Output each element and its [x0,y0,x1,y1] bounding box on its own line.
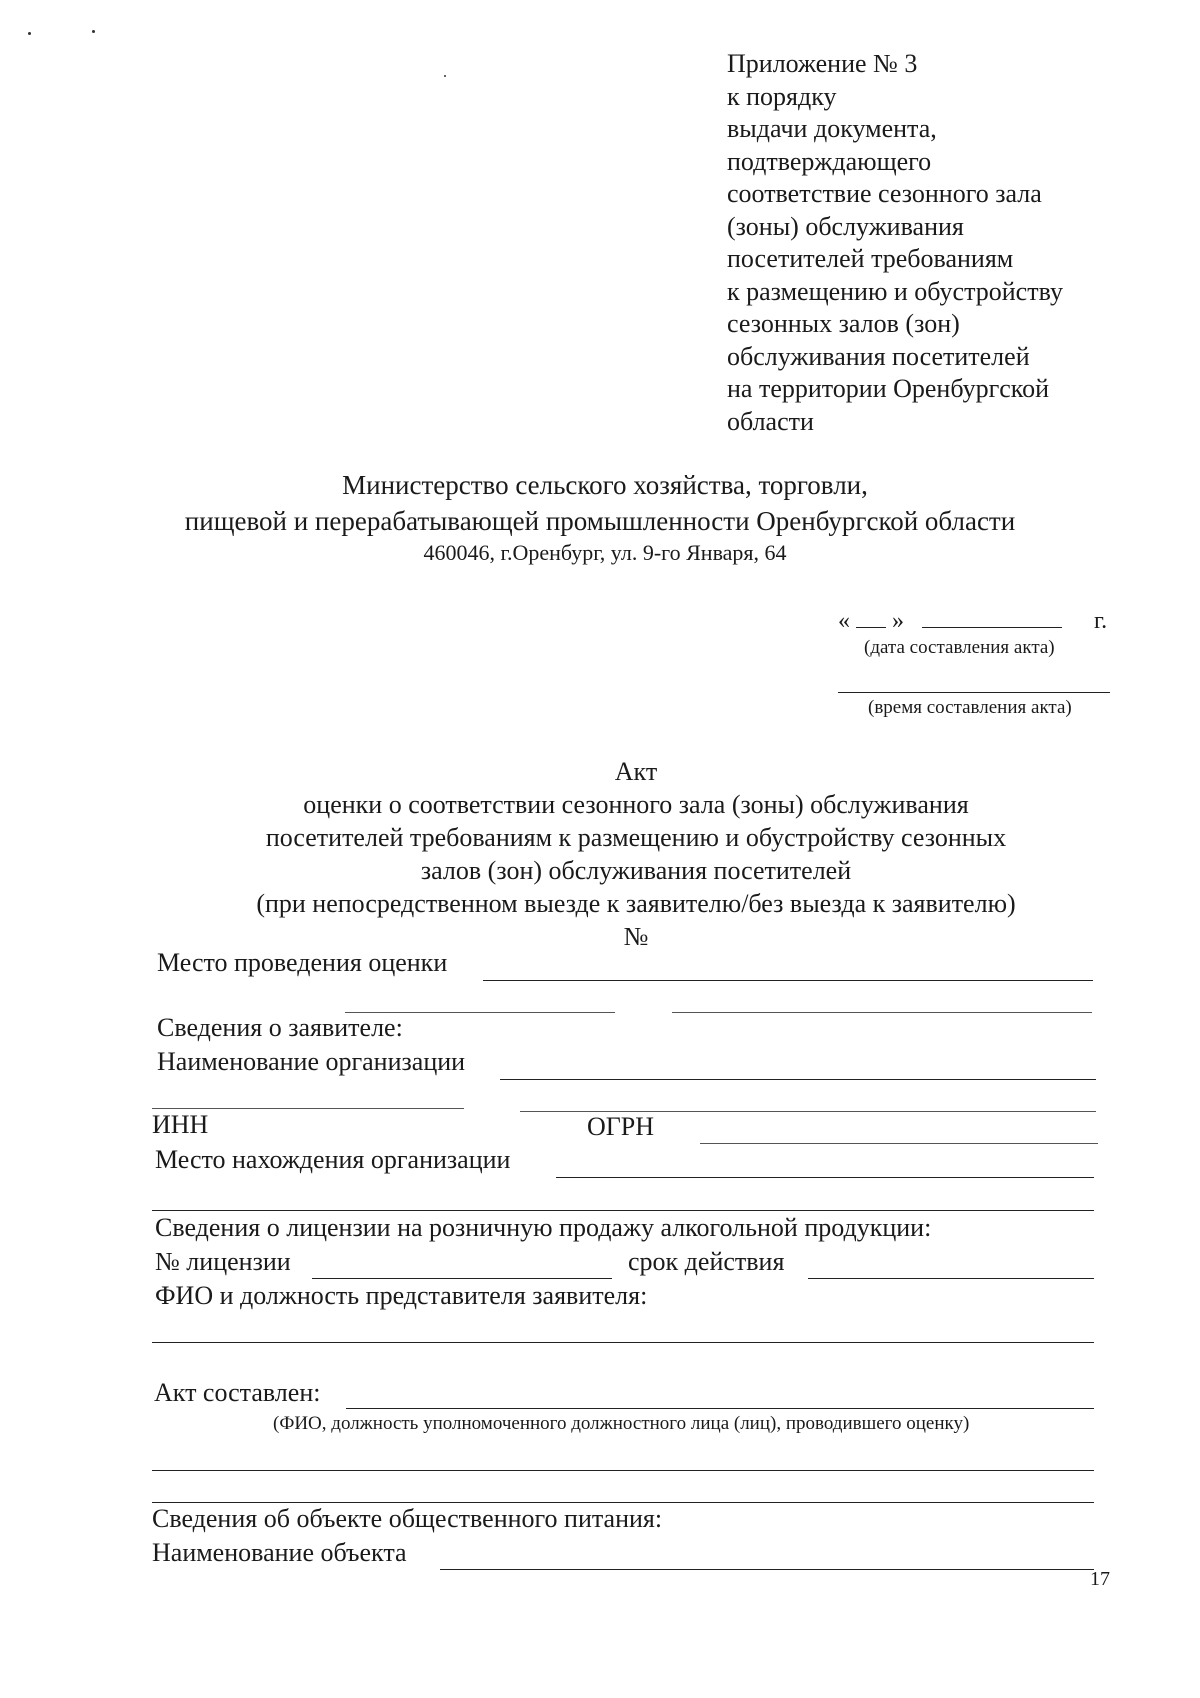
appendix-line: к размещению и обустройству [727,276,1063,306]
appendix-line: Приложение № 3 [727,49,918,78]
representative-blank[interactable] [152,1342,1094,1343]
act-date-line [838,608,1107,635]
time-caption: (время составления акта) [868,697,1072,718]
ogrn-blank[interactable] [700,1143,1098,1144]
object-info-label: Сведения об объекте общественного питания: [152,1504,663,1533]
appendix-header [727,48,1063,438]
act-title-line4: залов (зон) обслуживания посетителей [420,856,852,885]
appendix-line: соответствие сезонного зала [727,179,1042,208]
object-name-blank[interactable] [440,1569,1094,1570]
license-info-label: Сведения о лицензии на розничную продажу алкогольной продукции: [155,1213,932,1242]
close-quote: » [892,608,904,634]
assessment-place-blank-2b[interactable] [672,1012,1092,1013]
appendix-line: (зоны) обслуживания [727,211,964,241]
date-caption: (дата составления акта) [864,637,1055,658]
org-name-label: Наименование организации [157,1047,466,1076]
org-location-blank[interactable] [556,1177,1094,1178]
act-title-line2: оценки о соответствии сезонного зала (зоны) обслуживания [303,790,969,819]
appendix-line: подтверждающего [727,146,932,176]
ministry-address: 460046, г.Оренбург, ул. 9-го Января, 64 [423,540,787,565]
validity-blank[interactable] [808,1278,1094,1279]
license-number-label: № лицензии [155,1247,291,1276]
representative-label: ФИО и должность представителя заявителя: [155,1281,648,1310]
act-title-line5: (при непосредственном выезде к заявителю/без выезда к заявителю) [256,889,1016,918]
applicant-info-label: Сведения о заявителе: [157,1013,403,1042]
scan-speck [444,75,446,77]
compiled-by-blank-3[interactable] [152,1502,1094,1503]
assessment-place-label: Место проведения оценки [157,948,448,977]
page-number: 17 [1090,1568,1110,1590]
appendix-line: обслуживания посетителей [727,341,1030,371]
inn-label: ИНН [152,1110,209,1139]
time-blank[interactable] [838,692,1110,693]
compiled-by-blank-2[interactable] [152,1470,1094,1471]
scan-speck [92,30,95,33]
month-blank[interactable] [922,609,1062,628]
compiled-by-label: Акт составлен: [154,1378,321,1407]
scan-speck [28,32,31,35]
act-title-line1: Акт [614,757,658,786]
assessment-place-blank[interactable] [483,980,1093,981]
compiled-by-caption: (ФИО, должность уполномоченного должностного лица (лиц), проводившего оценку) [273,1413,970,1434]
ministry-name-line2: пищевой и перерабатывающей промышленности Оренбургской области [184,506,1016,536]
year-suffix: г. [1094,608,1108,634]
validity-label: срок действия [628,1247,785,1276]
org-name-blank[interactable] [500,1079,1096,1080]
object-name-label: Наименование объекта [152,1538,407,1567]
day-blank[interactable] [856,609,886,628]
act-number-label: № [623,922,649,951]
org-location-label: Место нахождения организации [155,1145,511,1174]
compiled-by-blank[interactable] [346,1408,1094,1409]
appendix-line: на территории Оренбургской [727,374,1050,403]
org-name-blank-2a[interactable] [152,1108,464,1109]
org-location-blank-2[interactable] [152,1210,1094,1211]
ogrn-label: ОГРН [587,1112,655,1141]
license-number-blank[interactable] [312,1278,612,1279]
appendix-line: выдачи документа, [727,114,937,143]
appendix-line: посетителей требованиям [727,244,1014,273]
act-title-line3: посетителей требованиям к размещению и обустройству сезонных [265,823,1007,852]
appendix-line: области [727,406,814,436]
open-quote: « [838,608,850,634]
appendix-line: к порядку [727,81,837,111]
ministry-name-line1: Министерство сельского хозяйства, торговли, [342,470,868,500]
appendix-line: сезонных залов (зон) [727,309,960,338]
